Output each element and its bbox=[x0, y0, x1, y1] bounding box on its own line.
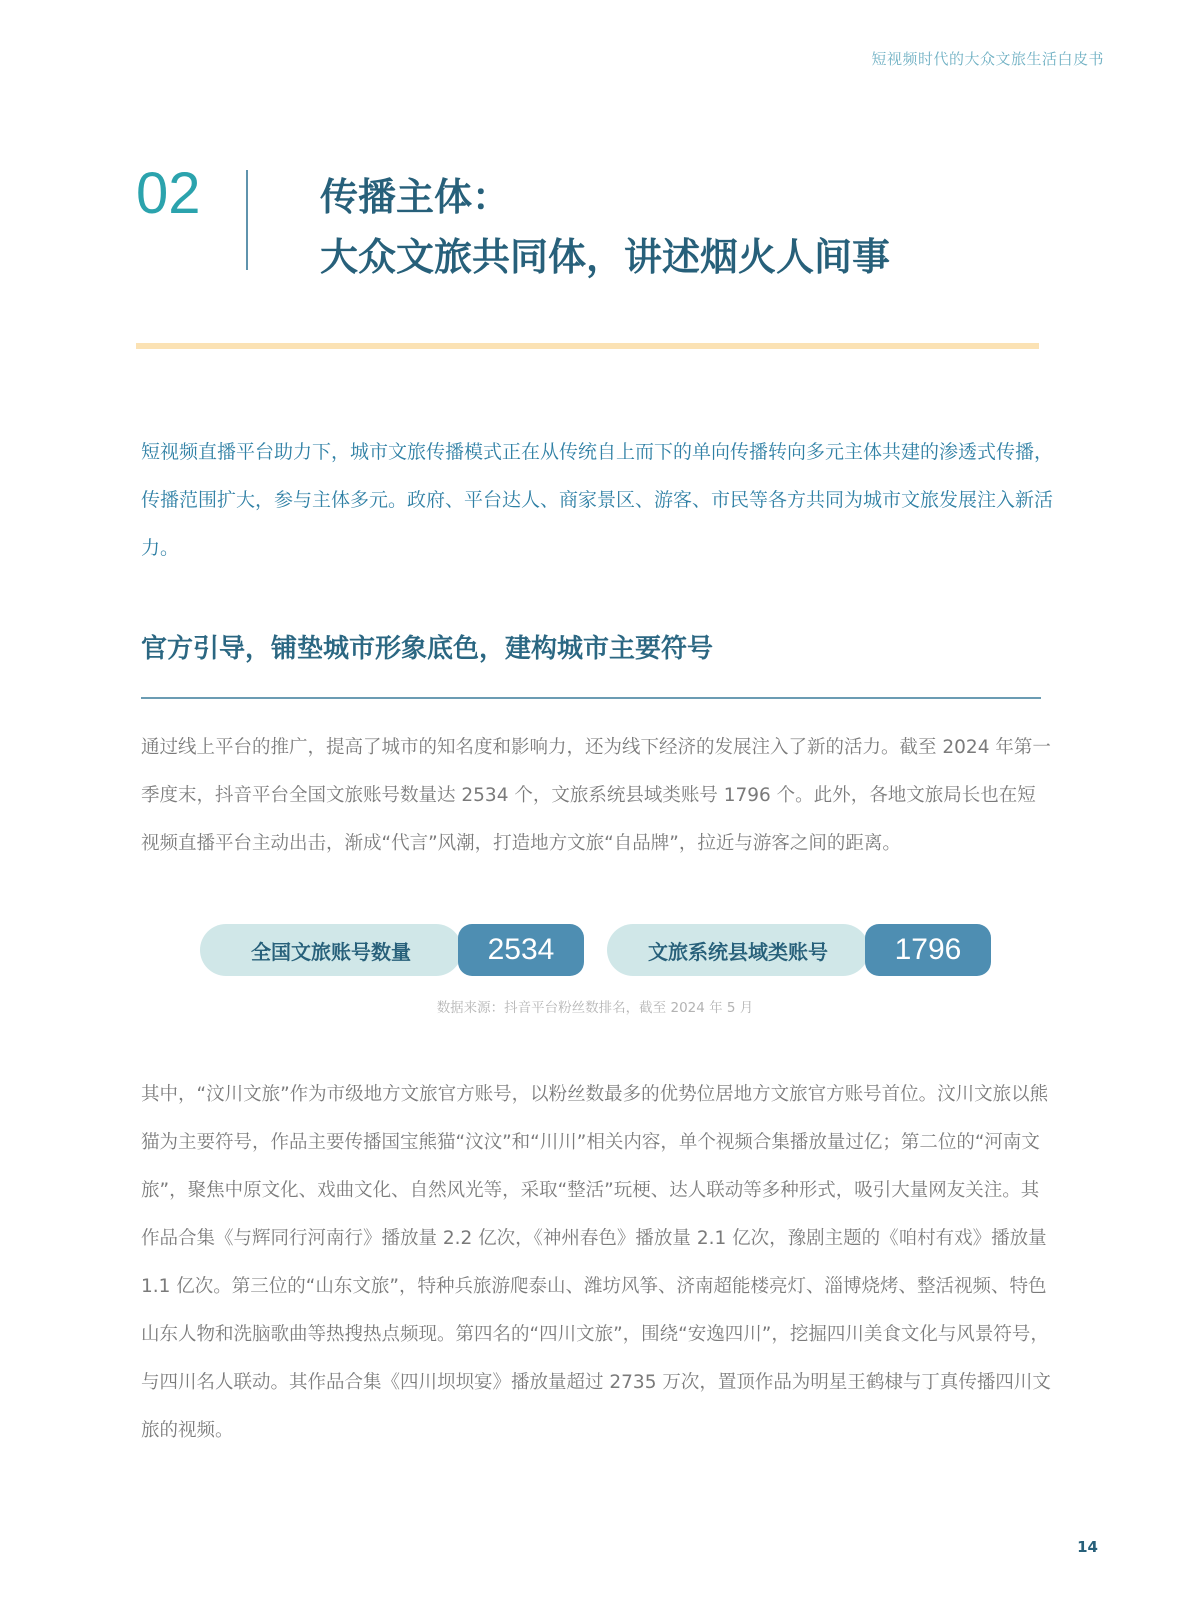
stat-label: 文旅系统县域类账号 bbox=[607, 924, 869, 976]
chapter-number: 02 bbox=[136, 161, 201, 226]
stat-value: 2534 bbox=[458, 924, 584, 976]
stat-label: 全国文旅账号数量 bbox=[200, 924, 462, 976]
chapter-title-line2: 大众文旅共同体，讲述烟火人间事 bbox=[320, 235, 891, 279]
section-heading: 官方引导，铺垫城市形象底色，建构城市主要符号 bbox=[141, 634, 714, 664]
chapter-divider bbox=[246, 170, 248, 270]
chapter-title-line1: 传播主体： bbox=[320, 175, 511, 219]
gold-divider bbox=[136, 343, 1039, 349]
stat-value: 1796 bbox=[865, 924, 991, 976]
running-header: 短视频时代的大众文旅生活白皮书 bbox=[871, 50, 1104, 68]
intro-paragraph: 短视频直播平台助力下，城市文旅传播模式正在从传统自上而下的单向传播转向多元主体共建的渗透式传播，传播范围扩大，参与主体多元。政府、平台达人、商家景区、游客、市民等各方共同为城市文旅发展注入新活力。 bbox=[141, 441, 1054, 559]
body-paragraph-2: 其中，“汶川文旅”作为市级地方文旅官方账号，以粉丝数最多的优势位居地方文旅官方账号首位。汶川文旅以熊猫为主要符号，作品主要传播国宝熊猫“汶汶”和“川川”相关内容，单个视频合集播放量过亿；第二位的“河南文旅”，聚焦中原文化、戏曲文化、自然风光等，采取“整活”玩梗、达人联动等多种形式，吸引大量网友关注。其作品合集《与辉同行河南行》播放量 2.2 亿次，《神州春色》播放量 2.1 亿次，豫剧主题的《咱村有戏》播放量 1.1 亿次。第三位的“山东文旅”，特种兵旅游爬泰山、潍坊风筝、济南超能楼亮灯、淄博烧烤、整活视频、特色山东人物和洗脑歌曲等热搜热点频现。第四名的“四川文旅”，围绕“安逸四川”，挖掘四川美食文化与风景符号，与四川名人联动。其作品合集《四川坝坝宴》播放量超过 2735 万次，置顶作品为明星王鹤棣与丁真传播四川文旅的视频。 bbox=[141, 1084, 1051, 1441]
body-paragraph-1: 通过线上平台的推广，提高了城市的知名度和影响力，还为线下经济的发展注入了新的活力。截至 2024 年第一季度末，抖音平台全国文旅账号数量达 2534 个，文旅系统县域类账号 1796 个。此外，各地文旅局长也在短视频直播平台主动出击，渐成“代言”风潮，打造地方文旅“自品牌”，拉近与游客之间的距离。 bbox=[141, 737, 1051, 854]
page-number: 14 bbox=[1077, 1538, 1098, 1556]
section-divider bbox=[141, 697, 1041, 699]
data-source-note: 数据来源：抖音平台粉丝数排名，截至 2024 年 5 月 bbox=[436, 1000, 754, 1016]
